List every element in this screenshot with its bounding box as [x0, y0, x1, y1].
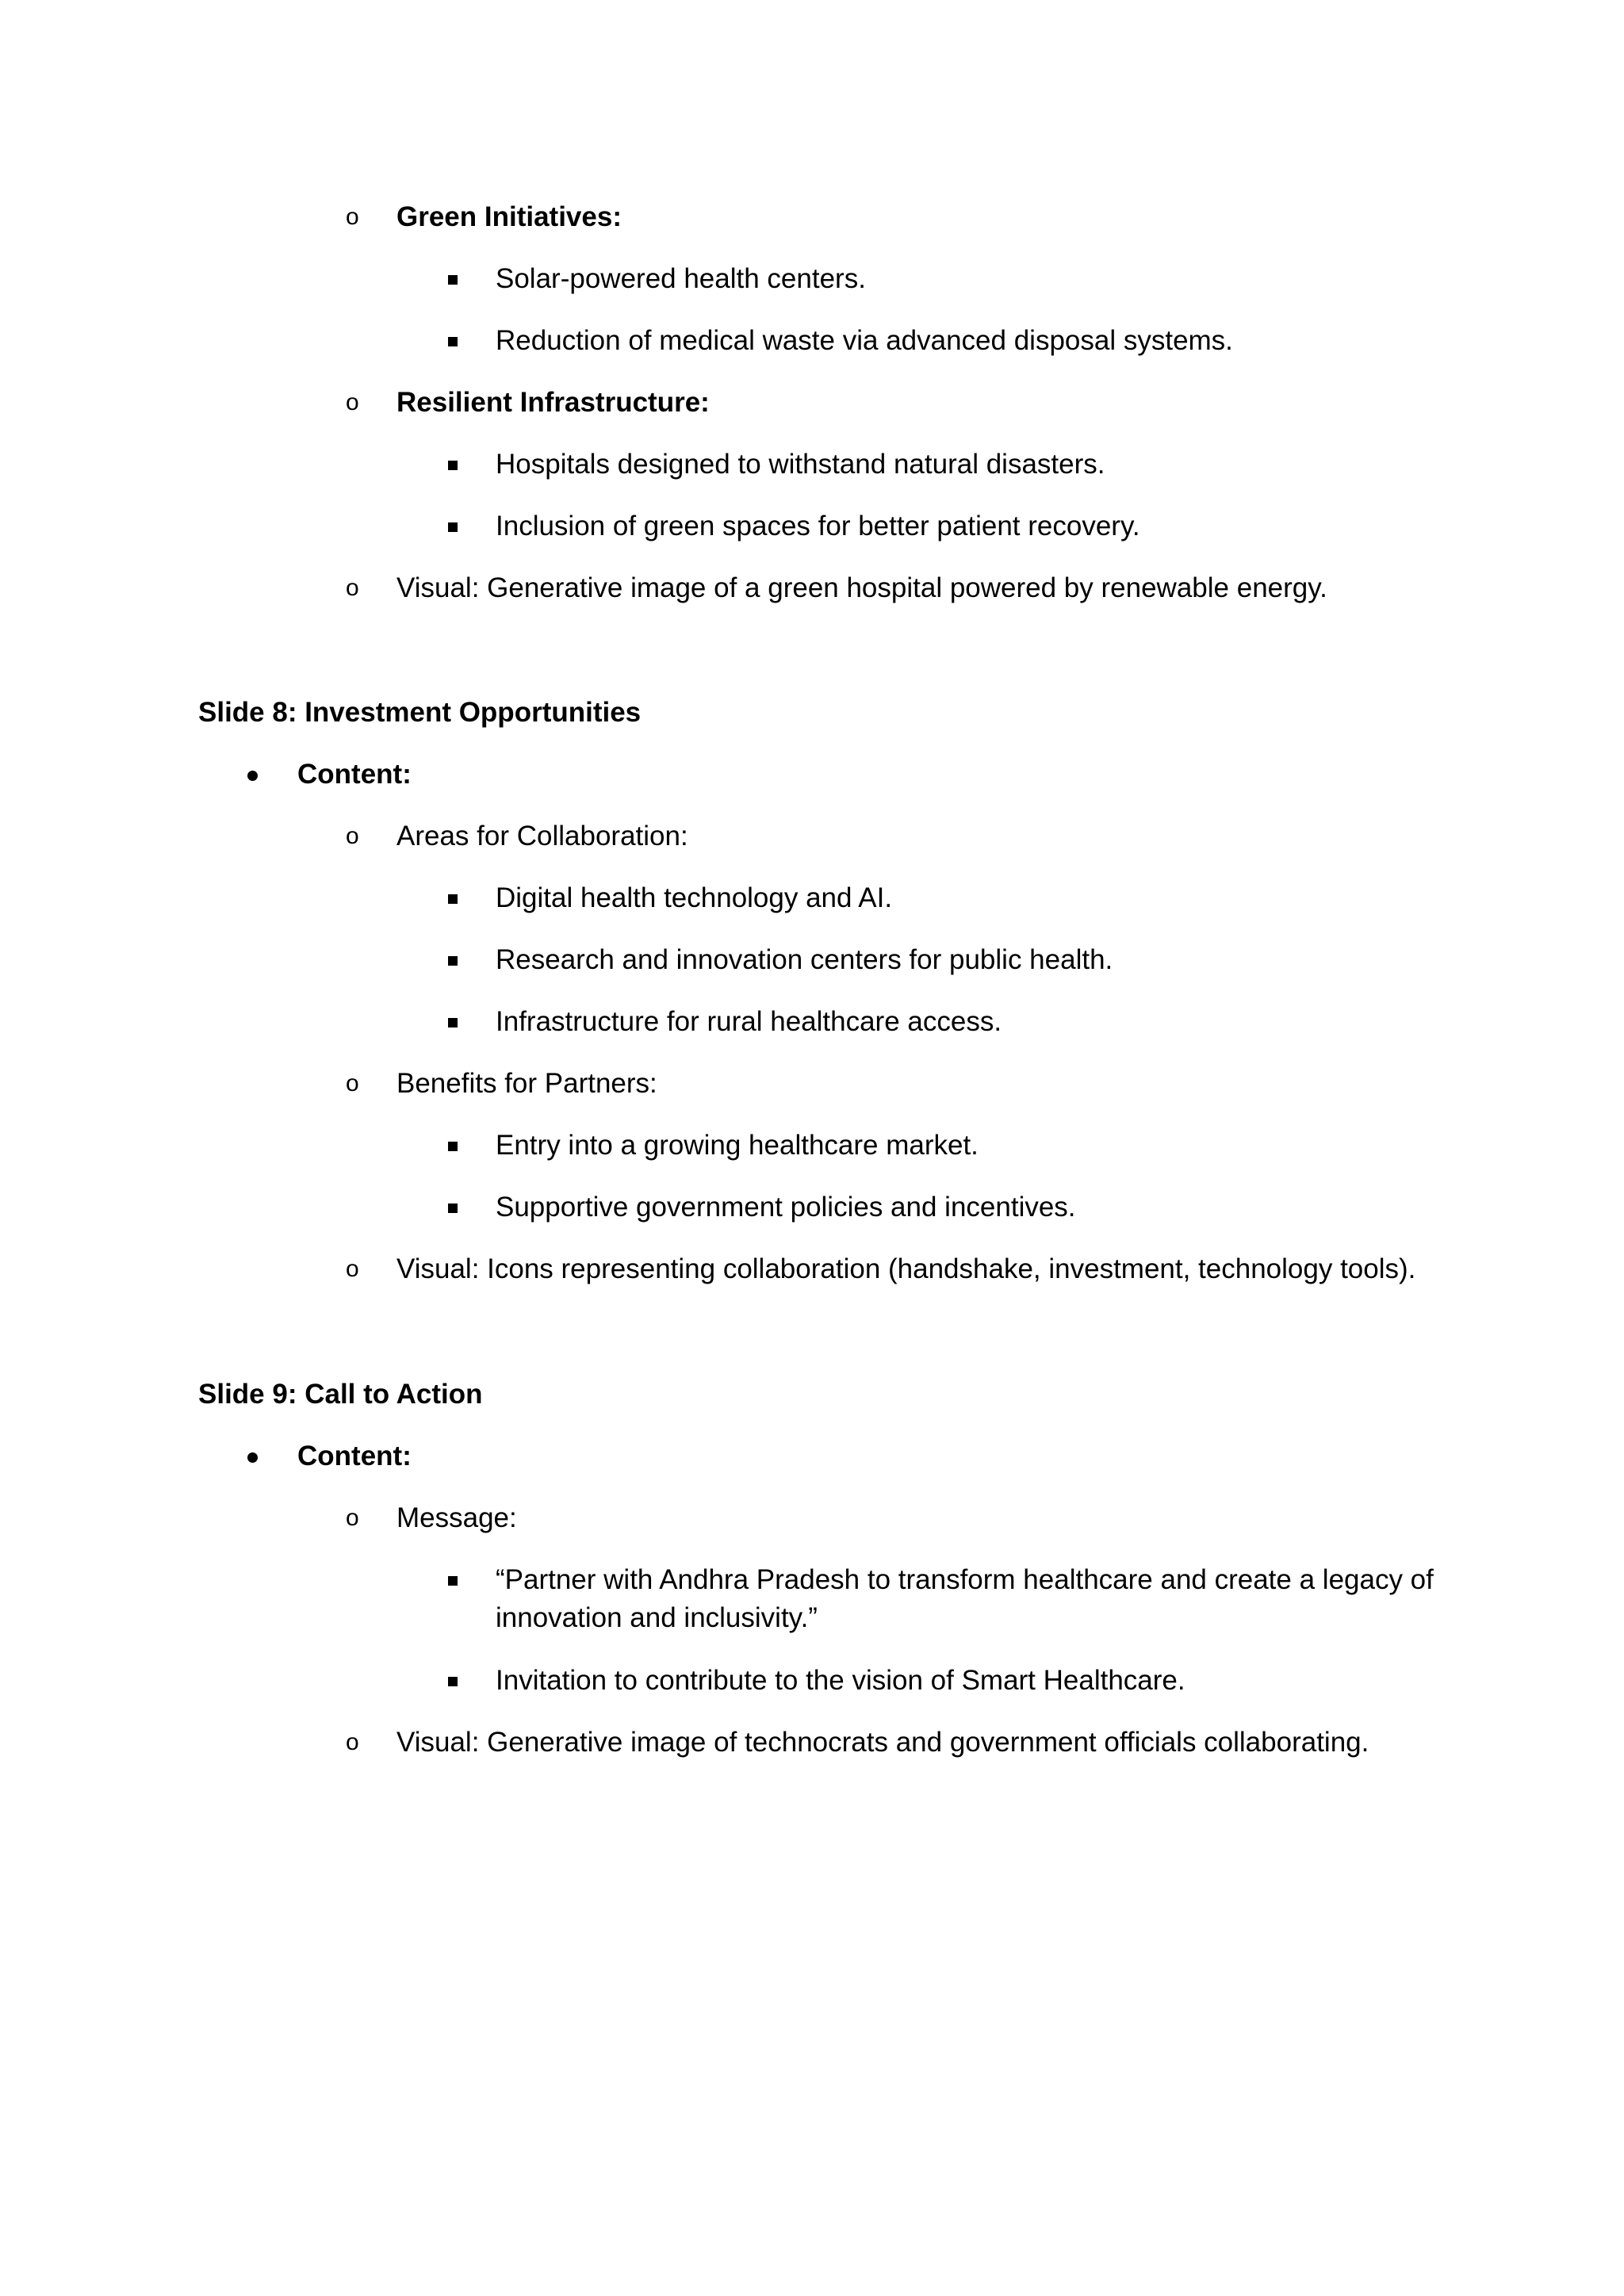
- list-marker-square: [448, 894, 458, 904]
- list-marker-circle: o: [346, 204, 359, 230]
- quote-item: “Partner with Andhra Pradesh to transform healthcare and create a legacy of innovation and inclusivity.”: [496, 1564, 1434, 1633]
- list-marker-circle: o: [346, 1505, 359, 1531]
- list-item: Invitation to contribute to the vision of Smart Healthcare.: [496, 1665, 1185, 1696]
- resilient-infrastructure-label: Resilient Infrastructure:: [396, 387, 710, 418]
- message-label: Message:: [396, 1502, 517, 1533]
- list-marker-square: [448, 337, 458, 346]
- list-marker-circle: o: [346, 1070, 359, 1096]
- list-item: Entry into a growing healthcare market.: [496, 1130, 979, 1161]
- list-item: Hospitals designed to withstand natural disasters.: [496, 449, 1105, 480]
- list-marker-circle: o: [346, 823, 359, 849]
- slide-9-heading: Slide 9: Call to Action: [198, 1379, 483, 1410]
- list-item: Supportive government policies and incentives.: [496, 1192, 1076, 1223]
- visual-note: Visual: Generative image of technocrats and government officials collaborating.: [396, 1727, 1369, 1758]
- visual-note: Visual: Icons representing collaboration (handshake, investment, technology tools).: [396, 1253, 1416, 1284]
- list-item: Digital health technology and AI.: [496, 882, 893, 913]
- list-item: Research and innovation centers for public health.: [496, 944, 1113, 975]
- slide-8-heading: Slide 8: Investment Opportunities: [198, 697, 642, 728]
- list-marker-disc: [247, 771, 258, 781]
- visual-note: Visual: Generative image of a green hospital powered by renewable energy.: [396, 572, 1327, 603]
- content-label: Content:: [297, 759, 412, 790]
- list-marker-circle: o: [346, 389, 359, 415]
- list-marker-square: [448, 1142, 458, 1151]
- list-item: Solar-powered health centers.: [496, 263, 866, 294]
- list-marker-square: [448, 275, 458, 285]
- areas-label: Areas for Collaboration:: [396, 821, 688, 851]
- list-marker-circle: o: [346, 1729, 359, 1755]
- list-item: Infrastructure for rural healthcare access.: [496, 1006, 1002, 1037]
- list-marker-square: [448, 1576, 458, 1586]
- list-item: Reduction of medical waste via advanced disposal systems.: [496, 325, 1233, 356]
- list-marker-square: [448, 1677, 458, 1686]
- list-marker-square: [448, 1203, 458, 1213]
- list-marker-square: [448, 522, 458, 532]
- list-marker-circle: o: [346, 575, 359, 601]
- list-marker-square: [448, 956, 458, 966]
- list-marker-disc: [247, 1452, 258, 1463]
- list-marker-square: [448, 1018, 458, 1027]
- list-marker-square: [448, 461, 458, 470]
- green-initiatives-label: Green Initiatives:: [396, 201, 622, 232]
- list-item: Inclusion of green spaces for better patient recovery.: [496, 511, 1140, 541]
- benefits-label: Benefits for Partners:: [396, 1068, 657, 1099]
- content-label: Content:: [297, 1441, 412, 1471]
- list-marker-circle: o: [346, 1256, 359, 1282]
